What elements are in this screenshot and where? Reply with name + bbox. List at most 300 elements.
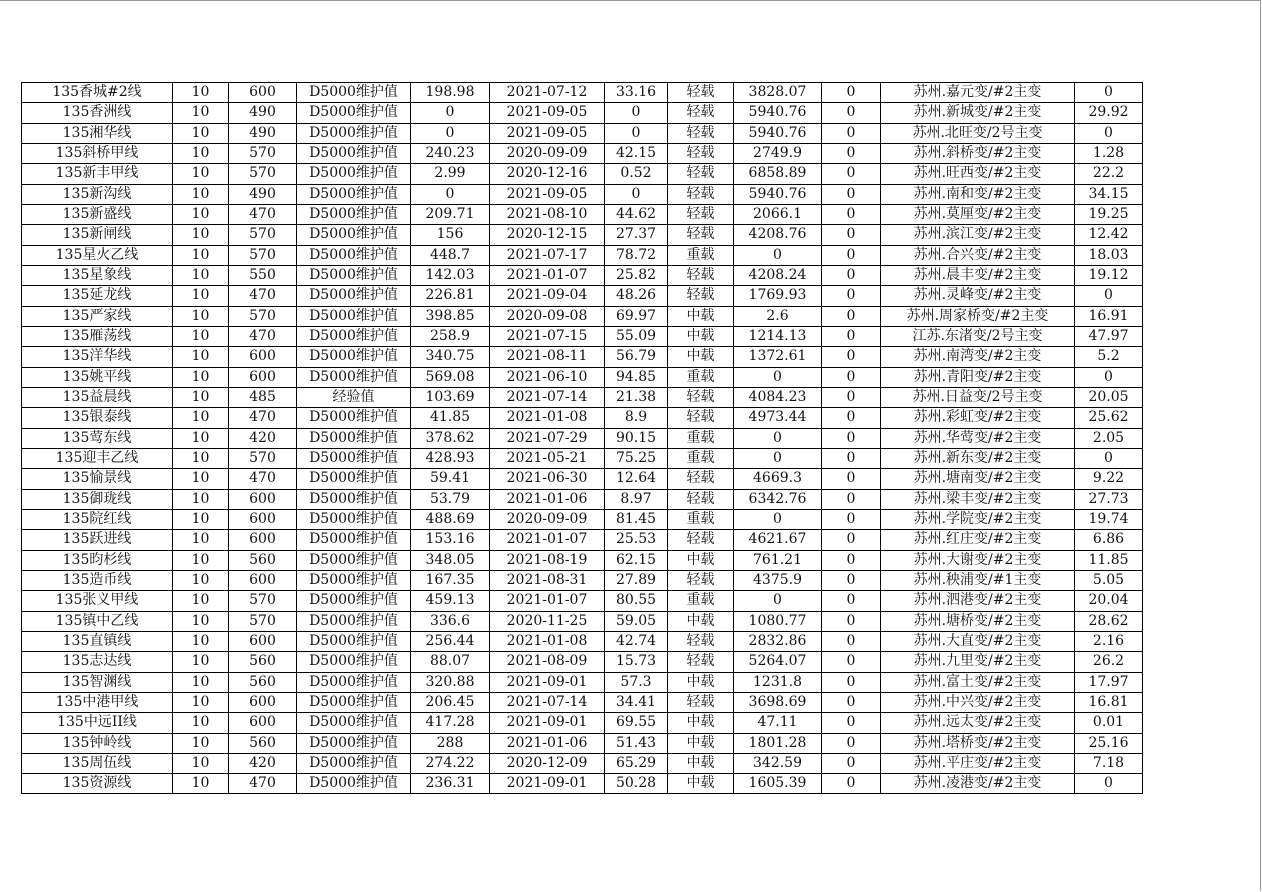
rated-current-cell: 490 [229, 123, 297, 143]
transformer-load-cell: 20.04 [1075, 591, 1143, 611]
line-name-cell: 135姚平线 [22, 367, 173, 387]
rated-current-cell: 470 [229, 408, 297, 428]
current-value-cell: 156 [411, 225, 490, 245]
load-status-cell: 重载 [668, 245, 734, 265]
source-cell: D5000维护值 [297, 326, 411, 346]
rated-current-cell: 600 [229, 713, 297, 733]
line-name-cell: 135资源线 [22, 774, 173, 794]
source-cell: D5000维护值 [297, 591, 411, 611]
margin-cell: 4208.24 [734, 265, 822, 285]
margin-cell: 1080.77 [734, 611, 822, 631]
voltage-cell: 10 [173, 347, 229, 367]
date-cell: 2021-08-10 [490, 204, 605, 224]
line-name-cell: 135院红线 [22, 509, 173, 529]
source-cell: D5000维护值 [297, 265, 411, 285]
source-cell: D5000维护值 [297, 753, 411, 773]
table-row [22, 753, 1143, 773]
current-value-cell: 209.71 [411, 204, 490, 224]
rated-current-cell: 600 [229, 631, 297, 651]
date-cell: 2021-07-29 [490, 428, 605, 448]
table-row [22, 204, 1143, 224]
transformer-load-cell: 0 [1075, 83, 1143, 103]
voltage-cell: 10 [173, 753, 229, 773]
table-row [22, 713, 1143, 733]
load-status-cell: 中载 [668, 347, 734, 367]
voltage-cell: 10 [173, 428, 229, 448]
transformer-cell: 苏州.学院变/#2主变 [881, 509, 1075, 529]
margin-cell: 3828.07 [734, 83, 822, 103]
line-name-cell: 135延龙线 [22, 286, 173, 306]
transformer-load-cell: 25.62 [1075, 408, 1143, 428]
margin-cell: 4084.23 [734, 387, 822, 407]
current-value-cell: 417.28 [411, 713, 490, 733]
margin-cell: 1801.28 [734, 733, 822, 753]
table-row [22, 347, 1143, 367]
load-status-cell: 轻载 [668, 408, 734, 428]
transformer-cell: 苏州.北旺变/2号主变 [881, 123, 1075, 143]
load-status-cell: 中载 [668, 306, 734, 326]
current-value-cell: 459.13 [411, 591, 490, 611]
date-cell: 2021-09-01 [490, 713, 605, 733]
date-cell: 2020-12-15 [490, 225, 605, 245]
source-cell: D5000维护值 [297, 469, 411, 489]
margin-cell: 5264.07 [734, 652, 822, 672]
transformer-cell: 苏州.凌港变/#2主变 [881, 774, 1075, 794]
table-row [22, 591, 1143, 611]
zero-value-cell: 0 [822, 367, 881, 387]
line-name-cell: 135御珑线 [22, 489, 173, 509]
margin-cell: 2.6 [734, 306, 822, 326]
rated-current-cell: 485 [229, 387, 297, 407]
rated-current-cell: 420 [229, 428, 297, 448]
rated-current-cell: 560 [229, 652, 297, 672]
load-rate-cell: 55.09 [605, 326, 668, 346]
transformer-cell: 苏州.大谢变/#2主变 [881, 550, 1075, 570]
date-cell: 2021-01-06 [490, 733, 605, 753]
load-rate-cell: 51.43 [605, 733, 668, 753]
source-cell: D5000维护值 [297, 448, 411, 468]
rated-current-cell: 600 [229, 489, 297, 509]
load-rate-cell: 69.97 [605, 306, 668, 326]
date-cell: 2020-12-16 [490, 164, 605, 184]
rated-current-cell: 570 [229, 591, 297, 611]
current-value-cell: 59.41 [411, 469, 490, 489]
source-cell: D5000维护值 [297, 184, 411, 204]
table-row [22, 774, 1143, 794]
current-value-cell: 167.35 [411, 570, 490, 590]
margin-cell: 3698.69 [734, 692, 822, 712]
load-status-cell: 中载 [668, 713, 734, 733]
transformer-cell: 苏州.青阳变/#2主变 [881, 367, 1075, 387]
transformer-load-cell: 0.01 [1075, 713, 1143, 733]
table-row [22, 530, 1143, 550]
transformer-cell: 苏州.塘南变/#2主变 [881, 469, 1075, 489]
zero-value-cell: 0 [822, 225, 881, 245]
source-cell: D5000维护值 [297, 306, 411, 326]
current-value-cell: 340.75 [411, 347, 490, 367]
line-name-cell: 135雁荡线 [22, 326, 173, 346]
table-row [22, 652, 1143, 672]
rated-current-cell: 470 [229, 774, 297, 794]
table-row [22, 265, 1143, 285]
load-status-cell: 中载 [668, 753, 734, 773]
voltage-cell: 10 [173, 143, 229, 163]
load-status-cell: 轻载 [668, 225, 734, 245]
rated-current-cell: 560 [229, 733, 297, 753]
load-rate-cell: 59.05 [605, 611, 668, 631]
date-cell: 2021-09-05 [490, 103, 605, 123]
current-value-cell: 206.45 [411, 692, 490, 712]
date-cell: 2021-09-05 [490, 123, 605, 143]
rated-current-cell: 600 [229, 509, 297, 529]
rated-current-cell: 570 [229, 245, 297, 265]
load-status-cell: 轻载 [668, 387, 734, 407]
zero-value-cell: 0 [822, 83, 881, 103]
load-rate-cell: 94.85 [605, 367, 668, 387]
transformer-load-cell: 47.97 [1075, 326, 1143, 346]
current-value-cell: 258.9 [411, 326, 490, 346]
current-value-cell: 336.6 [411, 611, 490, 631]
date-cell: 2020-09-09 [490, 143, 605, 163]
transformer-load-cell: 22.2 [1075, 164, 1143, 184]
transformer-cell: 苏州.旺西变/#2主变 [881, 164, 1075, 184]
voltage-cell: 10 [173, 164, 229, 184]
load-rate-cell: 33.16 [605, 83, 668, 103]
line-name-cell: 135镇中乙线 [22, 611, 173, 631]
margin-cell: 5940.76 [734, 103, 822, 123]
rated-current-cell: 550 [229, 265, 297, 285]
load-rate-cell: 34.41 [605, 692, 668, 712]
current-value-cell: 378.62 [411, 428, 490, 448]
transformer-load-cell: 19.74 [1075, 509, 1143, 529]
margin-cell: 5940.76 [734, 123, 822, 143]
transformer-load-cell: 6.86 [1075, 530, 1143, 550]
load-status-cell: 轻载 [668, 103, 734, 123]
voltage-cell: 10 [173, 326, 229, 346]
voltage-cell: 10 [173, 265, 229, 285]
voltage-cell: 10 [173, 692, 229, 712]
load-rate-cell: 25.82 [605, 265, 668, 285]
line-name-cell: 135迎丰乙线 [22, 448, 173, 468]
margin-cell: 5940.76 [734, 184, 822, 204]
current-value-cell: 198.98 [411, 83, 490, 103]
zero-value-cell: 0 [822, 387, 881, 407]
date-cell: 2021-07-12 [490, 83, 605, 103]
transformer-cell: 苏州.日益变/2号主变 [881, 387, 1075, 407]
rated-current-cell: 570 [229, 448, 297, 468]
line-name-cell: 135志达线 [22, 652, 173, 672]
source-cell: D5000维护值 [297, 204, 411, 224]
table-row [22, 326, 1143, 346]
date-cell: 2021-09-05 [490, 184, 605, 204]
zero-value-cell: 0 [822, 489, 881, 509]
zero-value-cell: 0 [822, 347, 881, 367]
load-rate-cell: 27.89 [605, 570, 668, 590]
transformer-cell: 苏州.泗港变/#2主变 [881, 591, 1075, 611]
line-name-cell: 135星象线 [22, 265, 173, 285]
load-rate-cell: 75.25 [605, 448, 668, 468]
zero-value-cell: 0 [822, 774, 881, 794]
zero-value-cell: 0 [822, 164, 881, 184]
load-status-cell: 轻载 [668, 570, 734, 590]
date-cell: 2021-09-01 [490, 774, 605, 794]
source-cell: D5000维护值 [297, 652, 411, 672]
line-name-cell: 135洋华线 [22, 347, 173, 367]
table-row [22, 367, 1143, 387]
transformer-cell: 苏州.塔桥变/#2主变 [881, 733, 1075, 753]
load-status-cell: 轻载 [668, 286, 734, 306]
table-row [22, 225, 1143, 245]
transformer-cell: 苏州.莫厘变/#2主变 [881, 204, 1075, 224]
zero-value-cell: 0 [822, 591, 881, 611]
load-rate-cell: 0 [605, 184, 668, 204]
zero-value-cell: 0 [822, 652, 881, 672]
voltage-cell: 10 [173, 306, 229, 326]
source-cell: D5000维护值 [297, 367, 411, 387]
table-row [22, 469, 1143, 489]
rated-current-cell: 600 [229, 570, 297, 590]
date-cell: 2020-11-25 [490, 611, 605, 631]
rated-current-cell: 600 [229, 530, 297, 550]
margin-cell: 0 [734, 591, 822, 611]
voltage-cell: 10 [173, 103, 229, 123]
line-name-cell: 135银泰线 [22, 408, 173, 428]
line-name-cell: 135香洲线 [22, 103, 173, 123]
transformer-cell: 苏州.梁丰变/#2主变 [881, 489, 1075, 509]
table-row [22, 550, 1143, 570]
transformer-load-cell: 20.05 [1075, 387, 1143, 407]
transformer-cell: 苏州.富土变/#2主变 [881, 672, 1075, 692]
date-cell: 2021-01-07 [490, 591, 605, 611]
transformer-load-cell: 0 [1075, 123, 1143, 143]
transformer-load-cell: 2.16 [1075, 631, 1143, 651]
zero-value-cell: 0 [822, 733, 881, 753]
line-name-cell: 135愉景线 [22, 469, 173, 489]
load-status-cell: 轻载 [668, 83, 734, 103]
current-value-cell: 236.31 [411, 774, 490, 794]
load-rate-cell: 56.79 [605, 347, 668, 367]
rated-current-cell: 490 [229, 103, 297, 123]
zero-value-cell: 0 [822, 306, 881, 326]
margin-cell: 0 [734, 448, 822, 468]
zero-value-cell: 0 [822, 265, 881, 285]
current-value-cell: 88.07 [411, 652, 490, 672]
voltage-cell: 10 [173, 489, 229, 509]
load-status-cell: 轻载 [668, 123, 734, 143]
source-cell: D5000维护值 [297, 530, 411, 550]
transformer-cell: 苏州.新城变/#2主变 [881, 103, 1075, 123]
voltage-cell: 10 [173, 631, 229, 651]
margin-cell: 6342.76 [734, 489, 822, 509]
load-status-cell: 中载 [668, 326, 734, 346]
voltage-cell: 10 [173, 591, 229, 611]
rated-current-cell: 570 [229, 143, 297, 163]
load-status-cell: 中载 [668, 774, 734, 794]
current-value-cell: 2.99 [411, 164, 490, 184]
zero-value-cell: 0 [822, 286, 881, 306]
load-status-cell: 轻载 [668, 652, 734, 672]
rated-current-cell: 570 [229, 306, 297, 326]
margin-cell: 2066.1 [734, 204, 822, 224]
voltage-cell: 10 [173, 387, 229, 407]
load-rate-cell: 25.53 [605, 530, 668, 550]
transformer-load-cell: 27.73 [1075, 489, 1143, 509]
load-status-cell: 轻载 [668, 204, 734, 224]
source-cell: D5000维护值 [297, 509, 411, 529]
transformer-load-cell: 2.05 [1075, 428, 1143, 448]
load-rate-cell: 81.45 [605, 509, 668, 529]
table-row [22, 733, 1143, 753]
date-cell: 2021-06-10 [490, 367, 605, 387]
load-rate-cell: 42.15 [605, 143, 668, 163]
rated-current-cell: 570 [229, 611, 297, 631]
line-name-cell: 135中港甲线 [22, 692, 173, 712]
date-cell: 2021-08-31 [490, 570, 605, 590]
source-cell: D5000维护值 [297, 733, 411, 753]
zero-value-cell: 0 [822, 143, 881, 163]
source-cell: D5000维护值 [297, 408, 411, 428]
load-status-cell: 轻载 [668, 631, 734, 651]
current-value-cell: 153.16 [411, 530, 490, 550]
rated-current-cell: 560 [229, 672, 297, 692]
transformer-load-cell: 19.25 [1075, 204, 1143, 224]
transformer-load-cell: 9.22 [1075, 469, 1143, 489]
load-rate-cell: 0.52 [605, 164, 668, 184]
load-status-cell: 轻载 [668, 692, 734, 712]
load-status-cell: 中载 [668, 550, 734, 570]
margin-cell: 1231.8 [734, 672, 822, 692]
line-name-cell: 135香城#2线 [22, 83, 173, 103]
voltage-cell: 10 [173, 225, 229, 245]
date-cell: 2021-07-17 [490, 245, 605, 265]
transformer-load-cell: 25.16 [1075, 733, 1143, 753]
voltage-cell: 10 [173, 611, 229, 631]
current-value-cell: 274.22 [411, 753, 490, 773]
line-name-cell: 135莺东线 [22, 428, 173, 448]
margin-cell: 47.11 [734, 713, 822, 733]
transformer-load-cell: 0 [1075, 367, 1143, 387]
line-name-cell: 135造币线 [22, 570, 173, 590]
transformer-cell: 苏州.南和变/#2主变 [881, 184, 1075, 204]
margin-cell: 4208.76 [734, 225, 822, 245]
margin-cell: 1372.61 [734, 347, 822, 367]
margin-cell: 342.59 [734, 753, 822, 773]
transformer-cell: 苏州.新东变/#2主变 [881, 448, 1075, 468]
date-cell: 2021-09-01 [490, 672, 605, 692]
zero-value-cell: 0 [822, 448, 881, 468]
current-value-cell: 53.79 [411, 489, 490, 509]
source-cell: D5000维护值 [297, 672, 411, 692]
load-rate-cell: 12.64 [605, 469, 668, 489]
transformer-cell: 苏州.平庄变/#2主变 [881, 753, 1075, 773]
line-name-cell: 135中远II线 [22, 713, 173, 733]
source-cell: D5000维护值 [297, 286, 411, 306]
table-row [22, 509, 1143, 529]
date-cell: 2020-12-09 [490, 753, 605, 773]
feeder-load-table [21, 82, 1143, 794]
line-name-cell: 135新盛线 [22, 204, 173, 224]
load-status-cell: 中载 [668, 733, 734, 753]
voltage-cell: 10 [173, 550, 229, 570]
zero-value-cell: 0 [822, 103, 881, 123]
zero-value-cell: 0 [822, 428, 881, 448]
line-name-cell: 135新闸线 [22, 225, 173, 245]
transformer-cell: 苏州.华莺变/#2主变 [881, 428, 1075, 448]
current-value-cell: 569.08 [411, 367, 490, 387]
zero-value-cell: 0 [822, 672, 881, 692]
source-cell: D5000维护值 [297, 347, 411, 367]
voltage-cell: 10 [173, 570, 229, 590]
zero-value-cell: 0 [822, 184, 881, 204]
transformer-cell: 苏州.南湾变/#2主变 [881, 347, 1075, 367]
transformer-load-cell: 1.28 [1075, 143, 1143, 163]
zero-value-cell: 0 [822, 245, 881, 265]
voltage-cell: 10 [173, 367, 229, 387]
transformer-cell: 苏州.大直变/#2主变 [881, 631, 1075, 651]
date-cell: 2021-07-14 [490, 387, 605, 407]
source-cell: D5000维护值 [297, 713, 411, 733]
voltage-cell: 10 [173, 774, 229, 794]
transformer-cell: 苏州.合兴变/#2主变 [881, 245, 1075, 265]
margin-cell: 0 [734, 245, 822, 265]
line-name-cell: 135湘华线 [22, 123, 173, 143]
source-cell: D5000维护值 [297, 164, 411, 184]
transformer-cell: 苏州.嘉元变/#2主变 [881, 83, 1075, 103]
current-value-cell: 41.85 [411, 408, 490, 428]
transformer-cell: 苏州.滨江变/#2主变 [881, 225, 1075, 245]
transformer-load-cell: 34.15 [1075, 184, 1143, 204]
rated-current-cell: 600 [229, 347, 297, 367]
load-status-cell: 重载 [668, 591, 734, 611]
source-cell: D5000维护值 [297, 611, 411, 631]
load-rate-cell: 65.29 [605, 753, 668, 773]
voltage-cell: 10 [173, 286, 229, 306]
date-cell: 2021-08-19 [490, 550, 605, 570]
transformer-load-cell: 18.03 [1075, 245, 1143, 265]
source-cell: D5000维护值 [297, 570, 411, 590]
current-value-cell: 428.93 [411, 448, 490, 468]
transformer-cell: 苏州.远太变/#2主变 [881, 713, 1075, 733]
load-status-cell: 轻载 [668, 489, 734, 509]
source-cell: D5000维护值 [297, 692, 411, 712]
line-name-cell: 135星火乙线 [22, 245, 173, 265]
date-cell: 2020-09-09 [490, 509, 605, 529]
source-cell: D5000维护值 [297, 225, 411, 245]
load-rate-cell: 48.26 [605, 286, 668, 306]
current-value-cell: 0 [411, 184, 490, 204]
load-status-cell: 重载 [668, 367, 734, 387]
transformer-cell: 苏州.塘桥变/#2主变 [881, 611, 1075, 631]
margin-cell: 2749.9 [734, 143, 822, 163]
voltage-cell: 10 [173, 408, 229, 428]
table-row [22, 448, 1143, 468]
date-cell: 2021-07-15 [490, 326, 605, 346]
load-rate-cell: 42.74 [605, 631, 668, 651]
voltage-cell: 10 [173, 204, 229, 224]
current-value-cell: 226.81 [411, 286, 490, 306]
zero-value-cell: 0 [822, 326, 881, 346]
rated-current-cell: 600 [229, 692, 297, 712]
load-rate-cell: 8.9 [605, 408, 668, 428]
load-status-cell: 重载 [668, 428, 734, 448]
load-rate-cell: 78.72 [605, 245, 668, 265]
voltage-cell: 10 [173, 652, 229, 672]
voltage-cell: 10 [173, 123, 229, 143]
load-status-cell: 轻载 [668, 184, 734, 204]
source-cell: D5000维护值 [297, 631, 411, 651]
date-cell: 2021-08-11 [490, 347, 605, 367]
line-name-cell: 135跃进线 [22, 530, 173, 550]
